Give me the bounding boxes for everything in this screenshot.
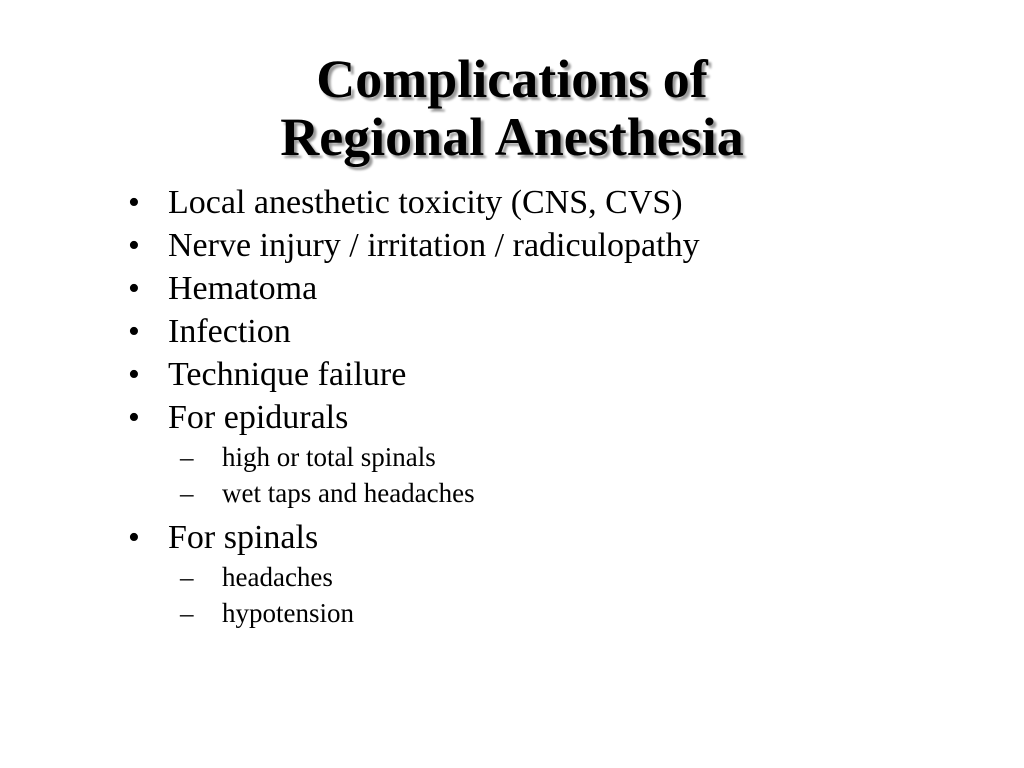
bullet-icon: • — [128, 356, 140, 393]
list-item-label: Nerve injury / irritation / radiculopathy — [168, 227, 700, 264]
bullet-icon: • — [128, 184, 140, 221]
bullet-icon: • — [128, 227, 140, 264]
sub-list-item — [128, 480, 988, 521]
sub-list-item-label: headaches — [222, 562, 333, 592]
list-item-label: Hematoma — [168, 270, 318, 307]
sub-list-item-label: hypotension — [222, 598, 354, 628]
sub-list-item-label: high or total spinals — [222, 442, 436, 472]
list-item — [128, 401, 988, 444]
sub-list-item — [128, 444, 988, 480]
dash-icon: – — [180, 562, 194, 592]
list-item — [128, 358, 988, 401]
bullet-icon: • — [128, 313, 140, 350]
list-item-label: Local anesthetic toxicity (CNS, CVS) — [168, 184, 683, 221]
list-item-label: For epidurals — [168, 399, 349, 436]
title-line-2: Regional Anesthesia — [280, 107, 744, 167]
slide-title — [0, 50, 1024, 166]
dash-icon: – — [180, 598, 194, 628]
list-item — [128, 521, 988, 564]
list-item — [128, 315, 988, 358]
dash-icon: – — [180, 478, 194, 508]
sub-list-item — [128, 564, 988, 600]
list-item — [128, 272, 988, 315]
title-line-1: Complications of — [316, 49, 708, 109]
dash-icon: – — [180, 442, 194, 472]
list-item-label: Technique failure — [168, 356, 407, 393]
list-item — [128, 229, 988, 272]
sub-list-item-label: wet taps and headaches — [222, 478, 475, 508]
sub-list-item — [128, 600, 988, 636]
bullet-icon: • — [128, 519, 140, 556]
list-item-label: Infection — [168, 313, 291, 350]
bullet-icon: • — [128, 399, 140, 436]
list-item-label: For spinals — [168, 519, 319, 556]
bullet-list — [128, 186, 988, 636]
list-item — [128, 186, 988, 229]
bullet-icon: • — [128, 270, 140, 307]
